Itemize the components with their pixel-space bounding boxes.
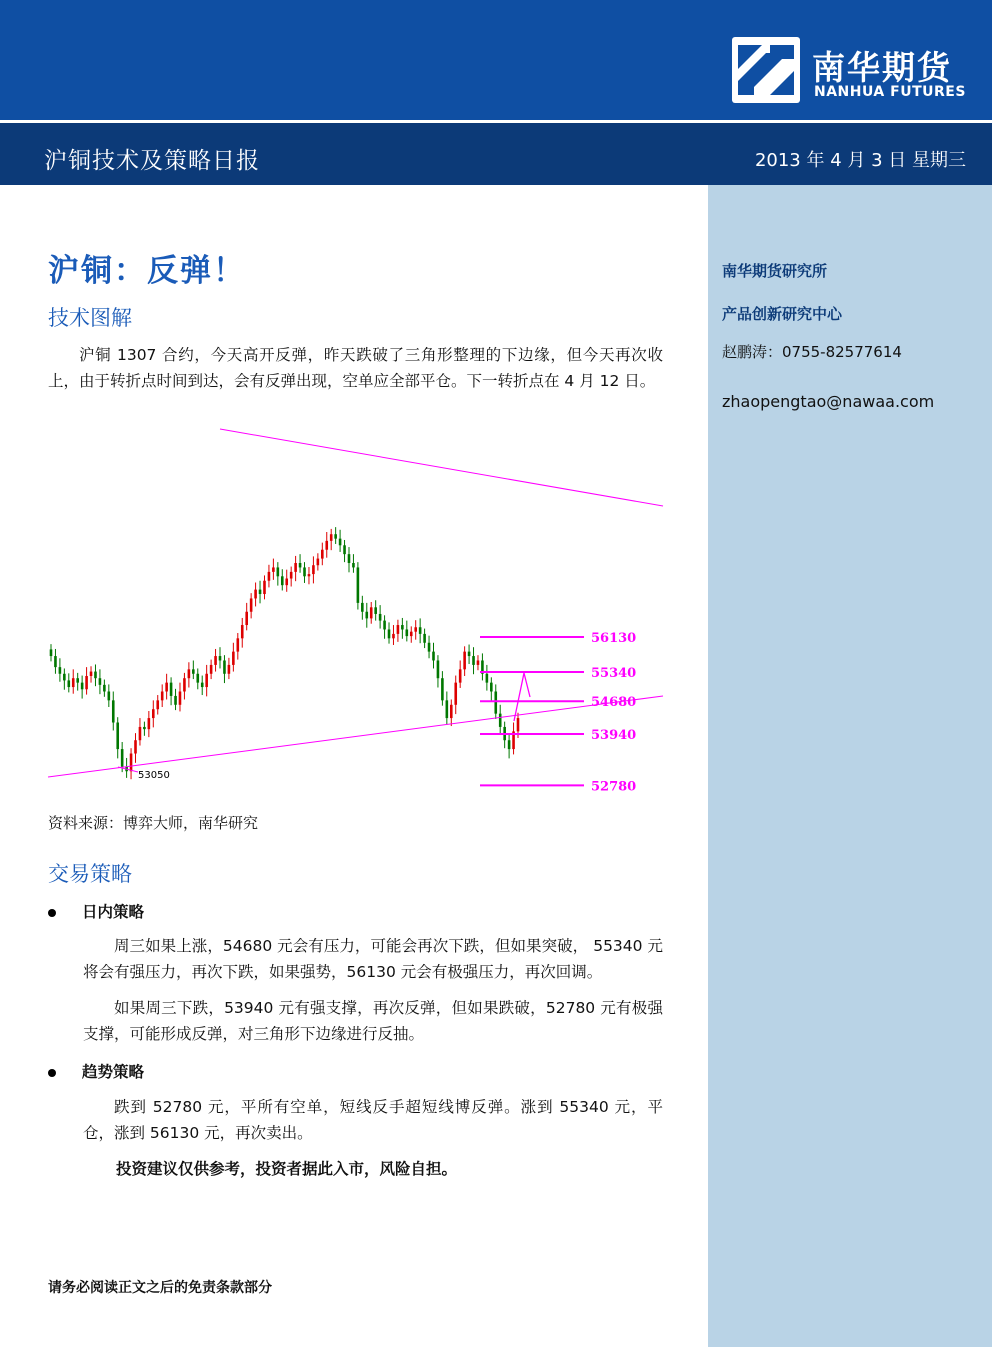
candle-body — [90, 672, 93, 676]
candle-body — [272, 567, 275, 571]
candle-body — [196, 674, 199, 683]
candle-body — [459, 669, 462, 682]
bullet-icon — [48, 1069, 56, 1077]
candle-body — [174, 696, 177, 705]
candle-body — [223, 660, 226, 673]
candle-body — [192, 669, 195, 673]
candle-body — [308, 574, 311, 576]
candle-body — [490, 683, 493, 692]
candle-body — [343, 545, 346, 554]
candle-body — [441, 678, 444, 700]
candle-body — [285, 579, 288, 586]
sidebar-center: 产品创新研究中心 — [722, 305, 843, 323]
candle-body — [143, 727, 146, 729]
footer-note: 请务必阅读正文之后的免责条款部分 — [48, 1280, 272, 1296]
candle-body — [361, 603, 364, 612]
candle-body — [121, 749, 124, 767]
candle-body — [392, 634, 395, 638]
section-strategy: 交易策略 — [48, 862, 132, 886]
candle-body — [317, 559, 320, 566]
candle-body — [517, 718, 520, 731]
candle-body — [228, 665, 231, 674]
level-label: 52780 — [591, 779, 637, 795]
candle-body — [334, 534, 337, 538]
intro-paragraph: 沪铜 1307 合约，今天高开反弹，昨天跌破了三角形整理的下边缘，但今天再次收上，由于转折点时间到达，会有反弹出现，空单应全部平仓。下一转折点在 4 月 12 日。 — [48, 346, 663, 390]
candle-body — [183, 678, 186, 691]
candle-body — [277, 567, 280, 576]
candle-body — [134, 740, 137, 753]
candle-body — [214, 656, 217, 665]
candle-body — [103, 685, 106, 692]
candle-body — [139, 727, 142, 740]
candle-body — [130, 754, 133, 772]
candle-body — [85, 676, 88, 689]
candle-body — [241, 625, 244, 638]
candle-body — [50, 649, 53, 656]
trend-title: 趋势策略 — [82, 1063, 145, 1081]
candle-body — [379, 614, 382, 621]
candle-body — [437, 660, 440, 678]
candle-body — [294, 563, 297, 572]
candle-body — [165, 683, 168, 692]
candle-body — [446, 700, 449, 718]
price-levels — [480, 631, 636, 794]
upper-trendline — [220, 429, 663, 506]
candle-body — [67, 680, 70, 687]
candle-body — [152, 709, 155, 718]
candle-body — [161, 691, 164, 700]
candle-body — [450, 705, 453, 718]
candle-body — [201, 683, 204, 687]
candle-body — [330, 534, 333, 541]
level-label: 55340 — [591, 666, 637, 681]
candle-body — [81, 683, 84, 690]
candle-body — [303, 567, 306, 576]
candlestick-chart — [48, 425, 668, 795]
candle-body — [112, 700, 115, 722]
candle-body — [477, 660, 480, 664]
candle-body — [348, 554, 351, 563]
investment-disclaimer: 投资建议仅供参考，投资者据此入市，风险自担。 — [116, 1160, 458, 1178]
candle-body — [299, 563, 302, 567]
candle-body — [290, 572, 293, 579]
candle-body — [383, 621, 386, 630]
candle-body — [210, 665, 213, 674]
candle-body — [170, 683, 173, 696]
bullet-icon — [48, 909, 56, 917]
level-label: 53940 — [591, 728, 637, 744]
logo-en: NANHUA FUTURES — [814, 84, 966, 100]
level-label: 56130 — [591, 631, 637, 646]
candle-body — [148, 718, 151, 729]
section-technical: 技术图解 — [48, 306, 132, 330]
candle-body — [59, 667, 62, 674]
candle-body — [281, 576, 284, 585]
candle-body — [468, 652, 471, 656]
candle-body — [250, 598, 253, 611]
intraday-title: 日内策略 — [82, 903, 145, 921]
candle-body — [108, 691, 111, 700]
headline: 沪铜：反弹！ — [48, 253, 246, 289]
sidebar-institute: 南华期货研究所 — [722, 262, 828, 280]
candle-body — [388, 629, 391, 638]
sidebar-analyst: 赵鹏涛：0755-82577614 — [722, 343, 902, 361]
candle-body — [410, 632, 413, 636]
report-title: 沪铜技术及策略日报 — [44, 148, 260, 174]
candle-body — [99, 678, 102, 685]
candle-body — [472, 656, 475, 665]
candle-body — [454, 683, 457, 705]
candle-body — [205, 674, 208, 687]
report-date: 2013 年 4 月 3 日 星期三 — [754, 150, 966, 171]
candle-body — [312, 565, 315, 574]
candle-body — [374, 607, 377, 614]
candle-body — [401, 625, 404, 629]
candle-body — [352, 563, 355, 567]
trend-heading — [48, 1060, 144, 1082]
candle-body — [339, 539, 342, 546]
low-annotation: 53050 — [138, 770, 170, 781]
candle-body — [259, 590, 262, 594]
candle-body — [397, 625, 400, 634]
candle-body — [414, 627, 417, 631]
candle-body — [188, 669, 191, 678]
chart-source: 资料来源：博弈大师，南华研究 — [48, 814, 259, 832]
candle-body — [63, 674, 66, 681]
candle-body — [463, 652, 466, 670]
candle-body — [268, 572, 271, 581]
intraday-heading — [48, 900, 144, 922]
candle-body — [54, 656, 57, 667]
candle-body — [94, 672, 97, 679]
trend-paragraph: 跌到 52780 元，平所有空单，短线反手超短线博反弹。涨到 55340 元，平仓，涨到 56130 元，再次卖出。 — [83, 1098, 663, 1142]
candle-body — [432, 652, 435, 661]
candle-body — [486, 674, 489, 683]
candle-body — [263, 581, 266, 594]
intraday-paragraph-2: 如果周三下跌，53940 元有强支撑，再次反弹，但如果跌破，52780 元有极强支撑，可能形成反弹，对三角形下边缘进行反抽。 — [83, 999, 663, 1043]
candle-body — [179, 691, 182, 704]
candle-body — [494, 691, 497, 713]
candle-body — [406, 629, 409, 636]
candle-body — [232, 652, 235, 665]
candle-body — [76, 678, 79, 682]
candle-body — [321, 550, 324, 559]
candle-body — [219, 656, 222, 660]
intraday-paragraph-1: 周三如果上涨，54680 元会有压力，可能会再次下跌，但如果突破， 55340 元将会有强压力，再次下跌，如果强势，56130 元会有极强压力，再次回调。 — [83, 937, 663, 981]
candle-body — [419, 627, 422, 634]
candle-body — [508, 740, 511, 749]
candle-body — [116, 723, 119, 750]
candle-body — [428, 643, 431, 652]
candles — [50, 527, 520, 779]
level-label: 54680 — [591, 695, 637, 711]
candle-body — [237, 638, 240, 651]
low-pointer-line — [118, 767, 138, 772]
candle-body — [325, 541, 328, 550]
candle-body — [357, 567, 360, 602]
candle-body — [254, 590, 257, 599]
sidebar-email[interactable]: zhaopengtao@nawaa.com — [722, 392, 935, 411]
candle-body — [370, 607, 373, 618]
nanhua-logo-icon — [732, 37, 800, 103]
candle-body — [245, 612, 248, 625]
candle-body — [423, 634, 426, 643]
candle-body — [365, 612, 368, 619]
logo-cn: 南华期货 — [812, 48, 952, 87]
candle-body — [72, 678, 75, 687]
candle-body — [499, 714, 502, 727]
candle-body — [156, 700, 159, 709]
